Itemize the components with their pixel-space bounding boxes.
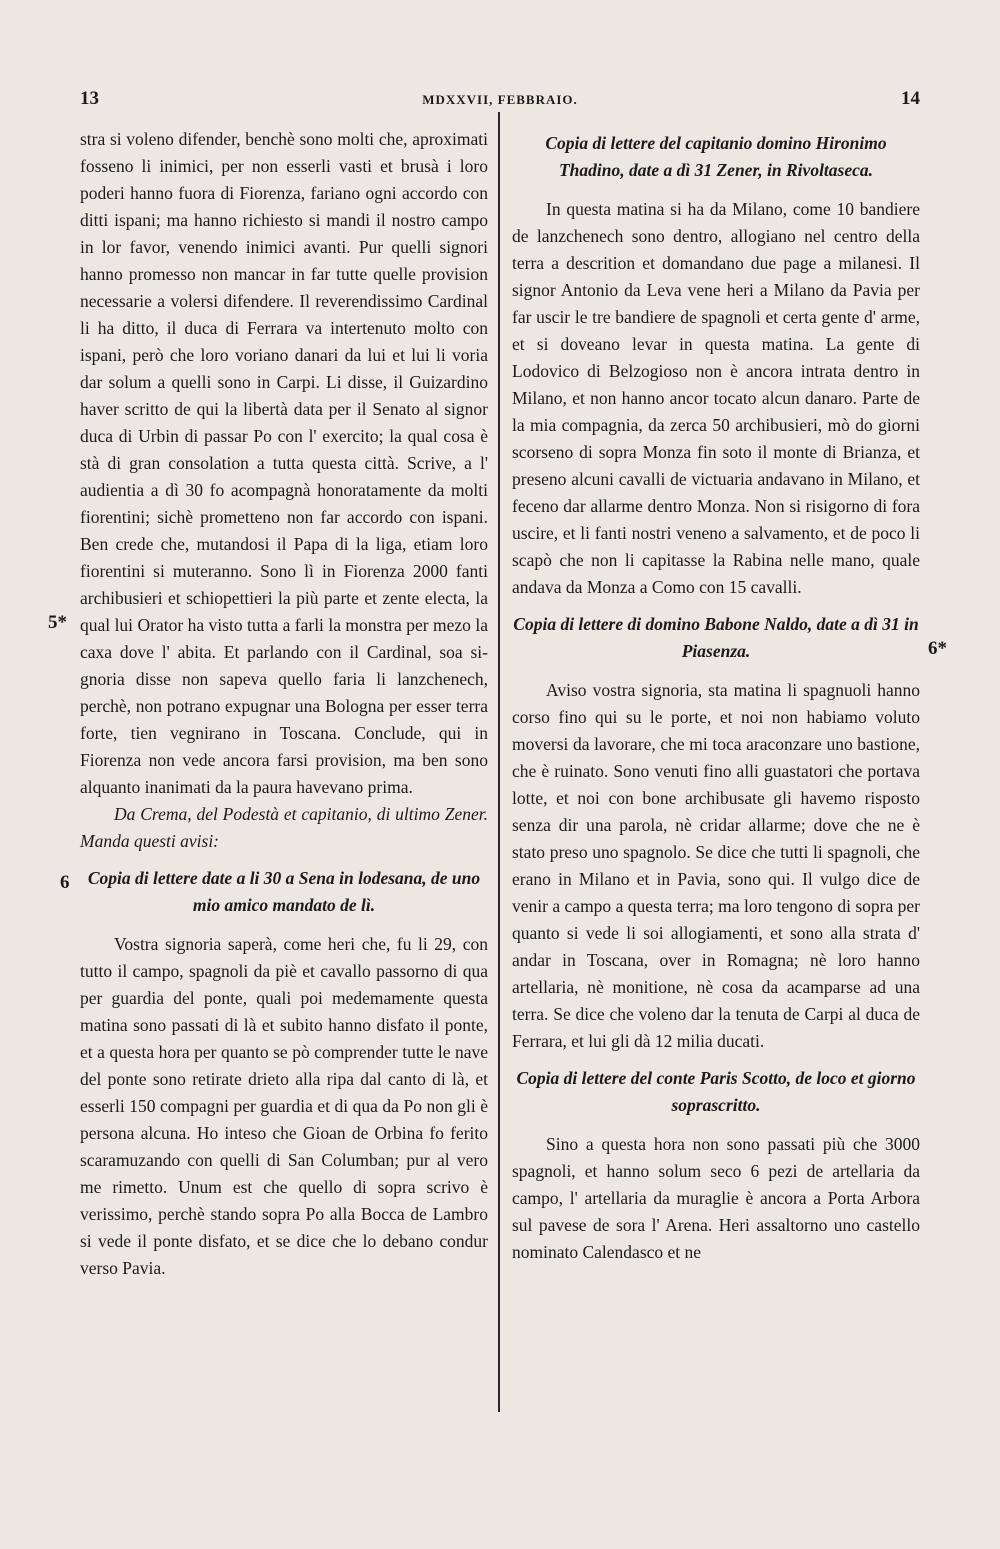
margin-note-left-5: 5* [48,612,67,633]
paragraph: Vostra signoria saperà, come heri che, fu li 29, con tutto il campo, spagnoli da piè et cavallo passorno di qua per guardia del ponte, quali poi medemamente questa matina sono passati di là et subito hanno disfato il ponte, et a questa hora per quanto se pò comprender tutte le nave del ponte sono retirate drieto alla ripa dal canto di là, et esserli 150 compagni per guardia et di qua da Po non gli è persona alcuna. Ho inteso che Gioan de Orbina fo ferito scaramuzando con quelli di San Columban; pur al vero me rimetto. Unum est che quello di sopra scrivo è verissimo, perchè stando sopra Po alla Bocca de Lambro si vede il ponte disfato, et se dice che lo debano condur verso Pavia. [80,934,488,1278]
column-divider [498,112,500,1412]
page-header [80,88,920,118]
section-heading: Copia di lettere del capitanio domino Hironimo Thadino, date a dì 31 Zener, in Rivoltaseca. [545,133,887,180]
paragraph: Sino a questa hora non sono passati più che 3000 spagnoli, et hanno solum seco 6 pezi de artellaria da campo, l' artellaria da muraglie è ancora a Porta Arbora sul pavese de sora l' Arena. Heri assaltorno uno castello nominato Calendasco et ne [512,1134,920,1262]
page-number-left: 13 [80,88,99,109]
margin-note-right-6: 6* [928,638,947,659]
paragraph: stra si voleno difender, benchè sono molti che, aproximati fosseno li inimici, per non esserli vasti et brusà i loro poderi hanno fuora di Fiorenza, fariano ogni accordo con ditti ispani; ma hanno richiesto si mandi il nostro campo in lor favor, venendo inimici avanti. Pur quelli signori hanno promesso non mancar in far tutte quelle provision necessarie a volersi difendere. Il reverendissimo Cardinal li ha ditto, il duca di Ferrara va intertenuto molto con ispani, però che loro voriano danari da lui et lui li voria dar solum a quelli sono in Carpi. Li disse, il Guizardino haver scritto de qui la libertà data per il Senato al signor duca di Urbin di passar Po con l' exercito; la qual cosa è stà di gran consolation a tutta questa città. Scrive, a l' audientia a dì 30 fo acompagnà honoratamente da molti fiorentini; sichè prometteno non far accordo con ispani. Ben crede che, mutandosi il Papa di la liga, etiam loro fiorentini si muteranno. Sono lì in Fiorenza 2000 fanti archibusieri et schiopettieri la più parte et zente electa, la qual lui Orator ha visto tutta a farli la monstra per mezo la caxa dove l' abita. Et parlando con il Cardinal, soa signoria disse non sapeva quello faria li lanzchenech, perchè, non potrano expugnar una Bologna per esser terra forte, tien vegnirano in Toscana. Conclude, qui in Fiorenza non vede ancora farsi provision, ma ben sono alquanto inanimati da la paura havevano prima. [80,129,488,797]
running-title: MDXXVII, FEBBRAIO. [422,92,578,107]
page-number-right: 14 [901,88,920,109]
section-heading: Copia di lettere del conte Paris Scotto, de loco et giorno soprascritto. [516,1068,916,1115]
section-heading: Copia di lettere date a li 30 a Sena in lodesana, de uno mio amico mandato de lì. [87,868,481,915]
right-column [512,126,920,1266]
section-heading: Copia di lettere di domino Babone Naldo, date a dì 31 in Piasenza. [513,614,919,661]
paragraph: Da Crema, del Podestà et capitanio, di ultimo Zener. Manda questi avisi: [80,804,488,851]
left-column [80,126,488,1282]
paragraph: Aviso vostra signoria, sta matina li spagnuoli hanno corso fino qui su le porte, et noi non habiamo voluto moversi da lavorare, che mi toca araconzare uno bastione, che è ruinato. Sono venuti fino alli guastatori che portava lotte, et noi con bone archibusate gli havemo risposto senza dir una parola, nè cridar allarme; dove che ne è stato preso uno spagnolo. Se dice che tutti li spagnoli, che erano in Milano et in Pavia, sono qui. Il vulgo dice de venir a campo a questa terra; ma loro tengono di sopra per quanto si vede li soi allogiamenti, et sono alla strata d' andar in Toscana, over in Romagna; nè loro hanno artellaria, nè monitione, nè cosa da acamparse ad una terra. Se dice che voleno dar la tenuta de Carpi al duca de Ferrara, et lui gli dà 12 milia ducati. [512,680,920,1051]
paragraph: In questa matina si ha da Milano, come 10 bandiere de lanzchenech sono dentro, allogiano nel centro della terra a descrition et domandano due page a milanesi. Il signor Antonio da Leva vene heri a Milano da Pavia per far uscir le tre bandiere de spagnoli et certa gente d' arme, et si doveano levar in questa matina. La gente di Lodovico di Belzogioso non è ancora intrata dentro in Milano, et non hanno ancor tocato alcun danaro. Parte de la mia compagnia, da zerca 50 archibusieri, mò do giorni scorseno di sopra Monza fin soto il monte di Brianza, et preseno alcuni cavalli de victuaria andavano in Milano, et feceno dar allarme dentro Monza. Non si risigorno di fora uscire, et li fanti nostri veneno a salvamento, et de poco li scapò che non li capitasse la Rabina nelle mano, quale andava da Monza a Como con 15 cavalli. [512,199,920,597]
margin-note-left-6: 6 [60,872,70,893]
